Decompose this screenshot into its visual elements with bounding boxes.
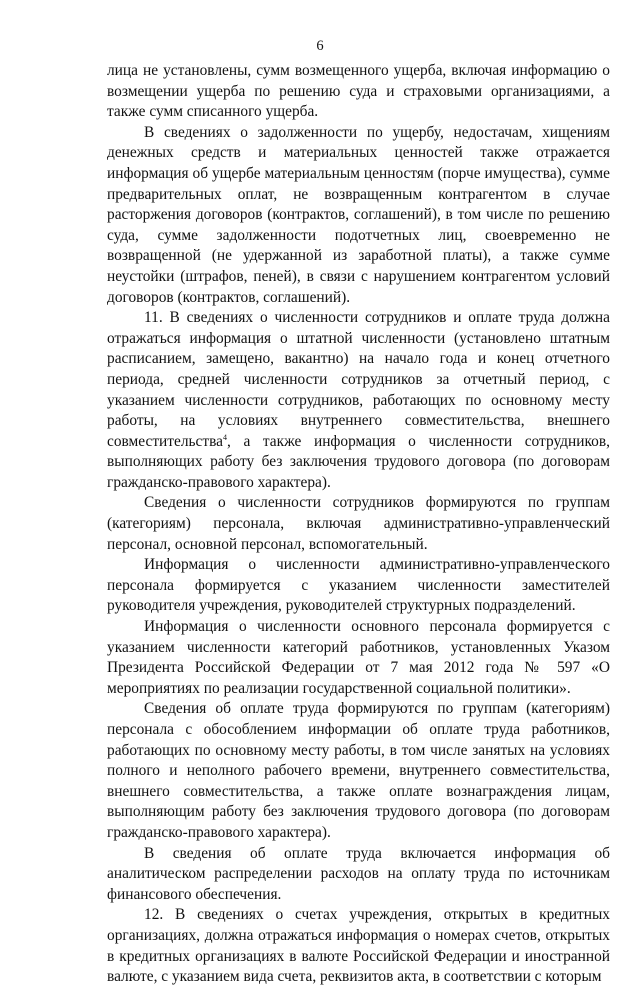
paragraph-3-text-start: 11. В сведениях о численности сотрудников и оплате труда должна отражаться информация о штатной численности (установлено штатным расписанием, замещено, вакантно) на начало года и конец отчетного периода, средней численности сотрудников за отчетный период, с указанием численности сотрудников, работающих по основному месту работы, на условиях внутреннего совместительства, внешнего совместительства [107, 309, 610, 450]
paragraph-1: лица не установлены, сумм возмещенного ущерба, включая информацию о возмещении ущерба по решению суда и страховыми организациями, а также сумм списанного ущерба. [107, 62, 610, 121]
paragraph-6: Информация о численности основного персонала формируется с указанием численности категорий работников, установленных Указом Президента Российской Федерации от 7 мая 2012 года № 597 «О мероприятиях по реализации государственной социальной политики». [107, 618, 610, 697]
document-body [107, 61, 610, 988]
paragraph-3-text-end: , а также информация о численности сотрудников, выполняющих работу без заключения трудового договора (по договорам гражданско-правового характера). [107, 432, 610, 491]
paragraph-7: Сведения об оплате труда формируются по группам (категориям) персонала с обособлением информации об оплате труда работников, работающих по основному месту работы, в том числе занятых на условиях полного и неполного рабочего времени, внутреннего совместительства, внешнего совместительства, а также оплате вознаграждения лицам, выполняющим работу без заключения трудового договора (по договорам гражданско-правового характера). [107, 700, 610, 841]
paragraph-2: В сведениях о задолженности по ущербу, недостачам, хищениям денежных средств и материальных ценностей также отражается информация об ущербе материальным ценностям (порче имущества), сумме предварительных оплат, не возвращенным контрагентом в случае расторжения договоров (контрактов, соглашений), в том числе по решению суда, сумме задолженности подотчетных лиц, своевременно не возвращенной (не удержанной из заработной платы), а также сумме неустойки (штрафов, пеней), в связи с нарушением контрагентом условий договоров (контрактов, соглашений). [107, 123, 610, 306]
paragraph-3 [107, 308, 610, 493]
paragraph-4: Сведения о численности сотрудников формируются по группам (категориям) персонала, включая административно-управленческий персонал, основной персонал, вспомогательный. [107, 494, 610, 553]
paragraph-9: 12. В сведениях о счетах учреждения, открытых в кредитных организациях, должна отражаться информация о номерах счетов, открытых в кредитных организациях в валюте Российской Федерации и иностранной валюте, с указанием вида счета, реквизитов акта, в соответствии с которым [107, 906, 610, 986]
paragraph-5: Информация о численности административно-управленческого персонала формируется с указанием численности заместителей руководителя учреждения, руководителей структурных подразделений. [107, 556, 610, 615]
footnote-marker: 4 [223, 432, 227, 442]
paragraph-8: В сведения об оплате труда включается информация об аналитическом распределении расходов на оплату труда по источникам финансового обеспечения. [107, 844, 610, 903]
page-number: 6 [316, 38, 324, 54]
